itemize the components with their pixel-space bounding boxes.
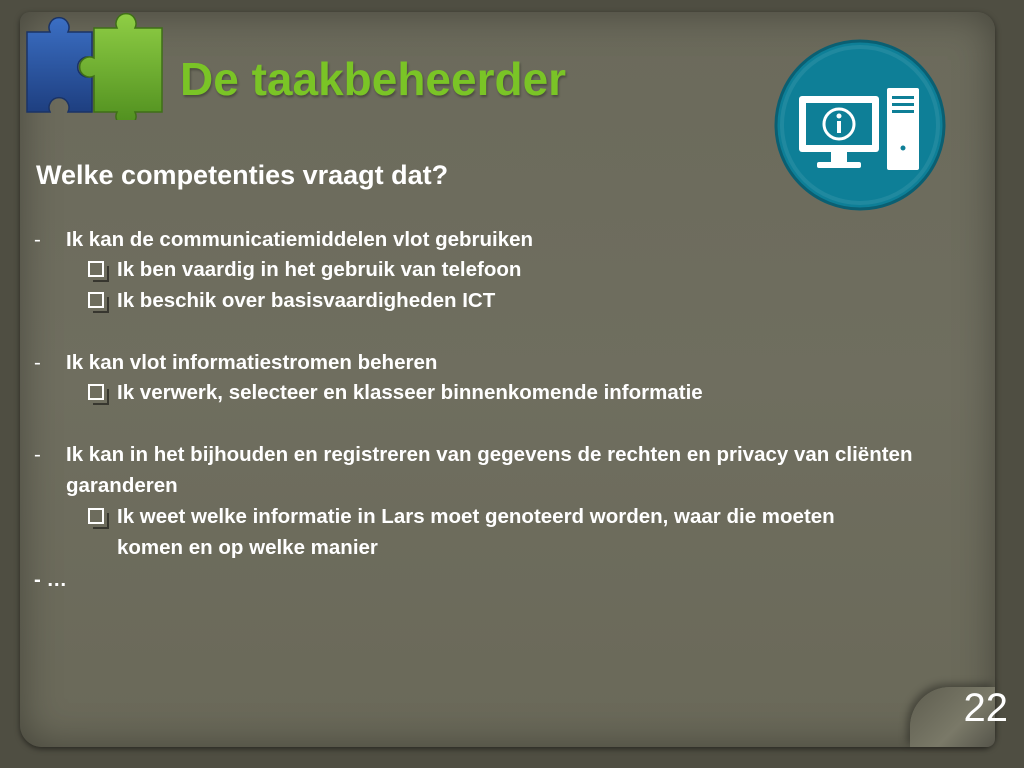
bullet-dash: -: [34, 351, 41, 374]
bullet-item-continuation: garanderen: [66, 474, 178, 497]
checkbox-bullet-icon: [88, 292, 104, 308]
slide-title: De taakbeheerder: [180, 53, 567, 105]
sub-bullet-item: Ik weet welke informatie in Lars moet genoteerd worden, waar die moeten: [117, 505, 835, 528]
bullet-dash: -: [34, 443, 41, 466]
bullet-ellipsis: - …: [34, 568, 68, 591]
bullet-item: Ik kan in het bijhouden en registreren van gegevens de rechten en privacy van cliënten: [66, 443, 913, 466]
puzzle-pieces-icon: [22, 10, 172, 120]
sub-bullet-item-continuation: komen en op welke manier: [117, 536, 378, 559]
checkbox-bullet-icon: [88, 508, 104, 524]
bullet-dash: -: [34, 228, 41, 251]
bullet-item: Ik kan de communicatiemiddelen vlot gebruiken: [66, 228, 534, 251]
sub-bullet-item: Ik ben vaardig in het gebruik van telefoon: [117, 258, 522, 281]
bullet-item: Ik kan vlot informatiestromen beheren: [66, 351, 438, 374]
page-number: 22: [963, 686, 1008, 730]
checkbox-bullet-icon: [88, 384, 104, 400]
checkbox-bullet-icon: [88, 261, 104, 277]
sub-bullet-item: Ik beschik over basisvaardigheden ICT: [117, 289, 496, 312]
sub-bullet-item: Ik verwerk, selecteer en klasseer binnenkomende informatie: [117, 381, 703, 404]
slide-subtitle: Welke competenties vraagt dat?: [36, 160, 449, 190]
computer-info-icon: [773, 38, 947, 212]
